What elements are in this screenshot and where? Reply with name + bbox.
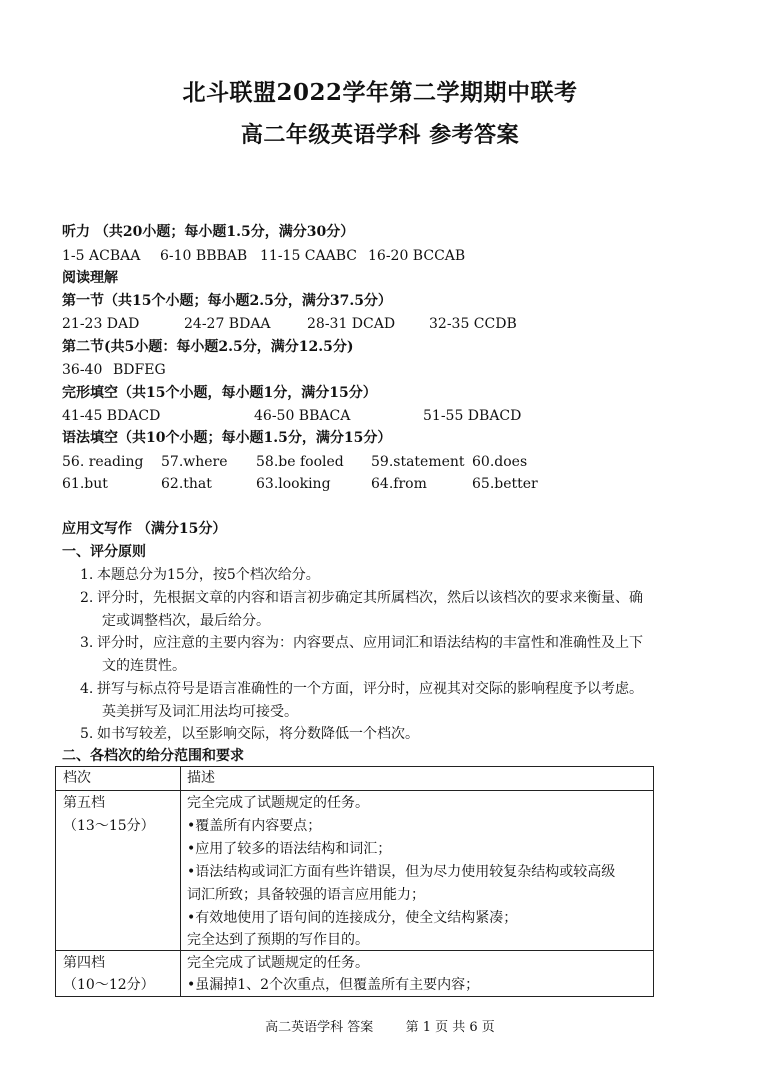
grade5-line-6: •有效地使用了语句间的连接成分，使全文结构紧凑； (187, 910, 518, 926)
principle-number: 3. (80, 635, 94, 651)
reading-answer-2: 24-27 BDAA (184, 316, 271, 332)
grammar-answer-60: 60.does (472, 454, 528, 470)
grade5-line-2: •覆盖所有内容要点； (187, 818, 322, 834)
grammar-answer-65: 65.better (472, 476, 538, 492)
document-title: 北斗联盟2022学年第二学期期中联考 (182, 79, 578, 106)
reading-heading: 阅读理解 (62, 270, 118, 286)
grade4-line-2: •虽漏掉1、2个次重点，但覆盖所有主要内容； (187, 977, 480, 993)
grammar-answer-63: 63.looking (256, 476, 331, 492)
document-subtitle: 高二年级英语学科 参考答案 (240, 122, 520, 148)
principle-number: 1. (80, 567, 94, 583)
principle-line: 评分时，应注意的主要内容为：内容要点、应用词汇和语法结构的丰富性和准确性及上下 (97, 635, 643, 651)
grammar-heading: 语法填空（共10个小题；每小题1.5分，满分15分） (62, 430, 392, 446)
reading-section2-letters: BDFEG (113, 362, 166, 378)
reading-section2-range: 36-40 (62, 362, 103, 378)
grammar-answer-57: 57.where (161, 454, 228, 470)
principles-heading: 一、评分原则 (62, 544, 146, 560)
reading-answer-1: 21-23 DAD (62, 316, 140, 332)
listening-answer-4: 16-20 BCCAB (368, 248, 466, 264)
footer-subject: 高二英语学科 答案 (265, 1020, 374, 1035)
grade4-line-1: 完全完成了试题规定的任务。 (187, 955, 369, 971)
grammar-answer-56: 56. reading (62, 454, 144, 470)
grades-heading: 二、各档次的给分范围和要求 (62, 748, 244, 764)
footer-page-number: 第 1 页 共 6 页 (405, 1020, 495, 1035)
grade5-line-3: •应用了较多的语法结构和词汇； (187, 841, 392, 857)
grammar-answer-58: 58.be fooled (256, 454, 344, 470)
grade5-name: 第五档 (63, 795, 105, 811)
grade5-line-4: •语法结构或词汇方面有些许错误，但为尽力使用较复杂结构或较高级 (187, 864, 616, 880)
grade5-line-7: 完全达到了预期的写作目的。 (187, 932, 369, 948)
table-header-grade: 档次 (63, 770, 91, 786)
reading-answer-3: 28-31 DCAD (307, 316, 396, 332)
grade4-range: （10～12分） (63, 977, 155, 993)
table-header-description: 描述 (187, 770, 215, 786)
principle-line: 如书写较差，以至影响交际，将分数降低一个档次。 (97, 726, 419, 742)
principle-line: 评分时，先根据文章的内容和语言初步确定其所属档次，然后以该档次的要求来衡量、确 (97, 590, 643, 606)
principle-line: 文的连贯性。 (102, 658, 186, 674)
grading-table (55, 766, 654, 997)
listening-heading: 听力 （共20小题；每小题1.5分，满分30分） (62, 224, 355, 240)
cloze-heading: 完形填空（共15个小题，每小题1分，满分15分） (62, 385, 377, 401)
principle-line: 英美拼写及词汇用法均可接受。 (102, 704, 298, 720)
grade4-name: 第四档 (63, 955, 105, 971)
grade5-line-1: 完全完成了试题规定的任务。 (187, 795, 369, 811)
principle-number: 2. (80, 590, 94, 606)
listening-answer-3: 11-15 CAABC (260, 248, 358, 264)
page-footer (0, 1016, 760, 1035)
grammar-answer-61: 61.but (62, 476, 108, 492)
principle-line: 本题总分为15分，按5个档次给分。 (97, 567, 320, 583)
grade5-line-5: 词汇所致；具备较强的语言应用能力； (187, 887, 425, 903)
cloze-answer-3: 51-55 DBACD (423, 408, 522, 424)
cloze-answer-2: 46-50 BBACA (254, 408, 351, 424)
writing-heading: 应用文写作 （满分15分） (62, 521, 227, 537)
principle-line: 定或调整档次，最后给分。 (102, 613, 270, 629)
grade5-range: （13～15分） (63, 818, 155, 834)
listening-answer-1: 1-5 ACBAA (62, 248, 141, 264)
reading-section1-heading: 第一节（共15个小题；每小题2.5分，满分37.5分） (62, 293, 392, 309)
principle-number: 4. (80, 681, 94, 697)
principle-number: 5. (80, 726, 94, 742)
grammar-answer-59: 59.statement (371, 454, 465, 470)
principle-line: 拼写与标点符号是语言准确性的一个方面，评分时，应视其对交际的影响程度予以考虑。 (97, 681, 643, 697)
table-column-divider (180, 767, 181, 996)
grammar-answer-64: 64.from (371, 476, 427, 492)
reading-section2-heading: 第二节(共5小题：每小题2.5分，满分12.5分) (62, 339, 354, 355)
listening-answer-2: 6-10 BBBAB (160, 248, 248, 264)
grammar-answer-62: 62.that (161, 476, 212, 492)
cloze-answer-1: 41-45 BDACD (62, 408, 161, 424)
table-row-divider (56, 790, 653, 791)
reading-answer-4: 32-35 CCDB (429, 316, 517, 332)
